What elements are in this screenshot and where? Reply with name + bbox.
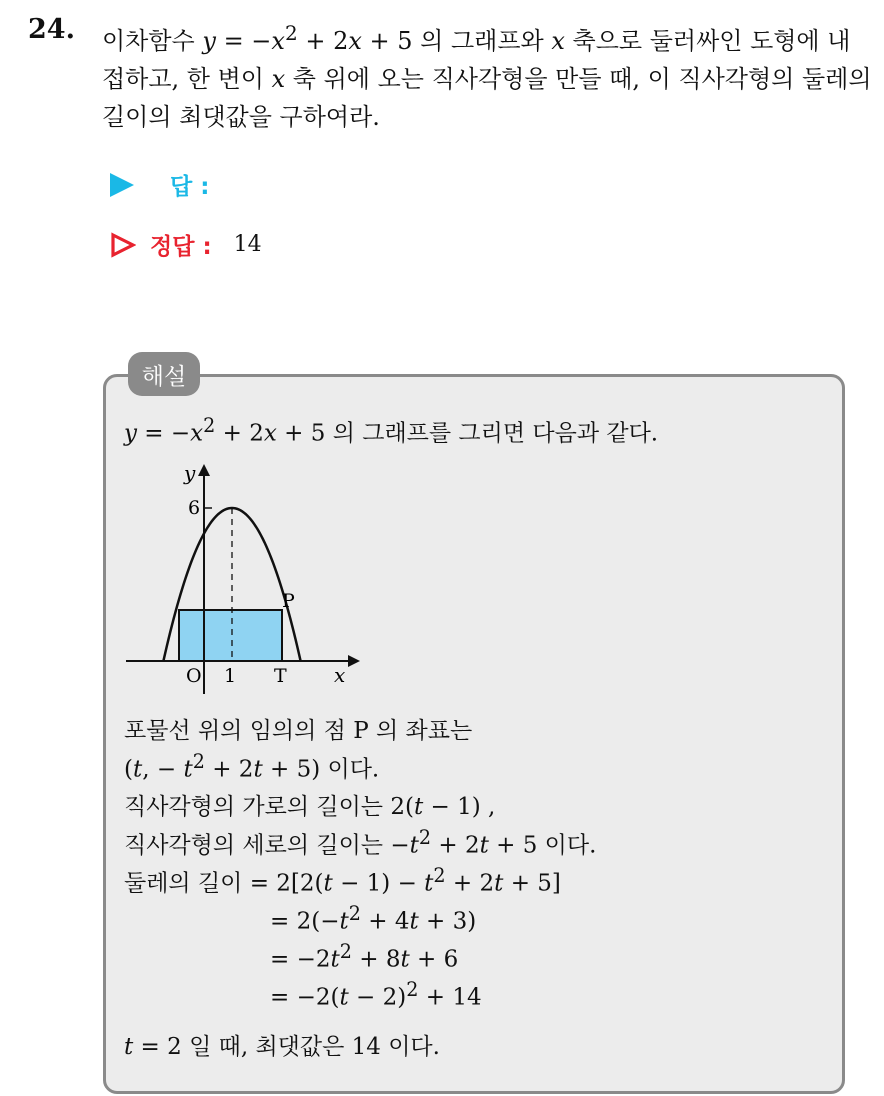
correct-answer-label: 정답 :	[150, 234, 212, 260]
y-axis-arrow	[198, 464, 210, 476]
correct-answer-row	[110, 228, 262, 261]
solution-line-3: 직사각형의 가로의 길이는 2(t − 1) ,	[124, 794, 496, 820]
correct-answer-value: 14	[233, 232, 262, 257]
question-text: 이차함수 $y = -x^2 + 2x + 5$ 의 그래프와 x 축으로 둘러싸인 도형에 내접하고, 한 변이 x 축 위에 오는 직사각형을 만들 때, 이 직사각형의 둘레의 길이의 최댓값을 구하여라.	[102, 21, 872, 131]
solution-line-6: = $2(-t^2 + 4t + 3)$	[270, 902, 477, 935]
max-label: 6	[188, 497, 201, 519]
solution-tag: 해설	[128, 352, 200, 396]
solution-line-7: = $-2t^2 + 8t + 6$	[270, 940, 459, 973]
inscribed-rectangle	[179, 610, 282, 661]
y-axis-label: y	[184, 461, 196, 485]
solution-line-1: 포물선 위의 임의의 점 P 의 좌표는	[124, 718, 473, 744]
x-axis-label: x	[334, 663, 346, 687]
play-triangle-icon	[110, 173, 134, 197]
point-p-label: P	[282, 590, 295, 612]
answer-label: 답 :	[170, 174, 210, 200]
solution-line-4: 직사각형의 세로의 길이는 $-t^2 + 2t + 5$ 이다.	[124, 826, 597, 859]
tick-1-label: 1	[224, 665, 237, 687]
origin-label: O	[186, 665, 202, 687]
parabola-graph	[122, 458, 372, 698]
x-axis-arrow	[348, 655, 360, 667]
outline-triangle-icon	[110, 232, 136, 258]
solution-line-9: t = 2 일 때, 최댓값은 14 이다.	[124, 1034, 440, 1060]
solution-line-8: = $-2(t - 2)^2 + 14$	[270, 978, 482, 1011]
answer-row	[110, 168, 231, 201]
solution-intro: $y = -x^2 + 2x + 5$ 의 그래프를 그리면 다음과 같다.	[124, 414, 659, 447]
solution-line-5: 둘레의 길이 = $2[2(t - 1) - t^2 + 2t + 5]$	[124, 864, 561, 897]
point-t-label: T	[274, 665, 287, 687]
solution-line-2: (t, − $t^2 + 2t + 5$) 이다.	[124, 750, 380, 783]
question-number: 24.	[28, 14, 75, 45]
